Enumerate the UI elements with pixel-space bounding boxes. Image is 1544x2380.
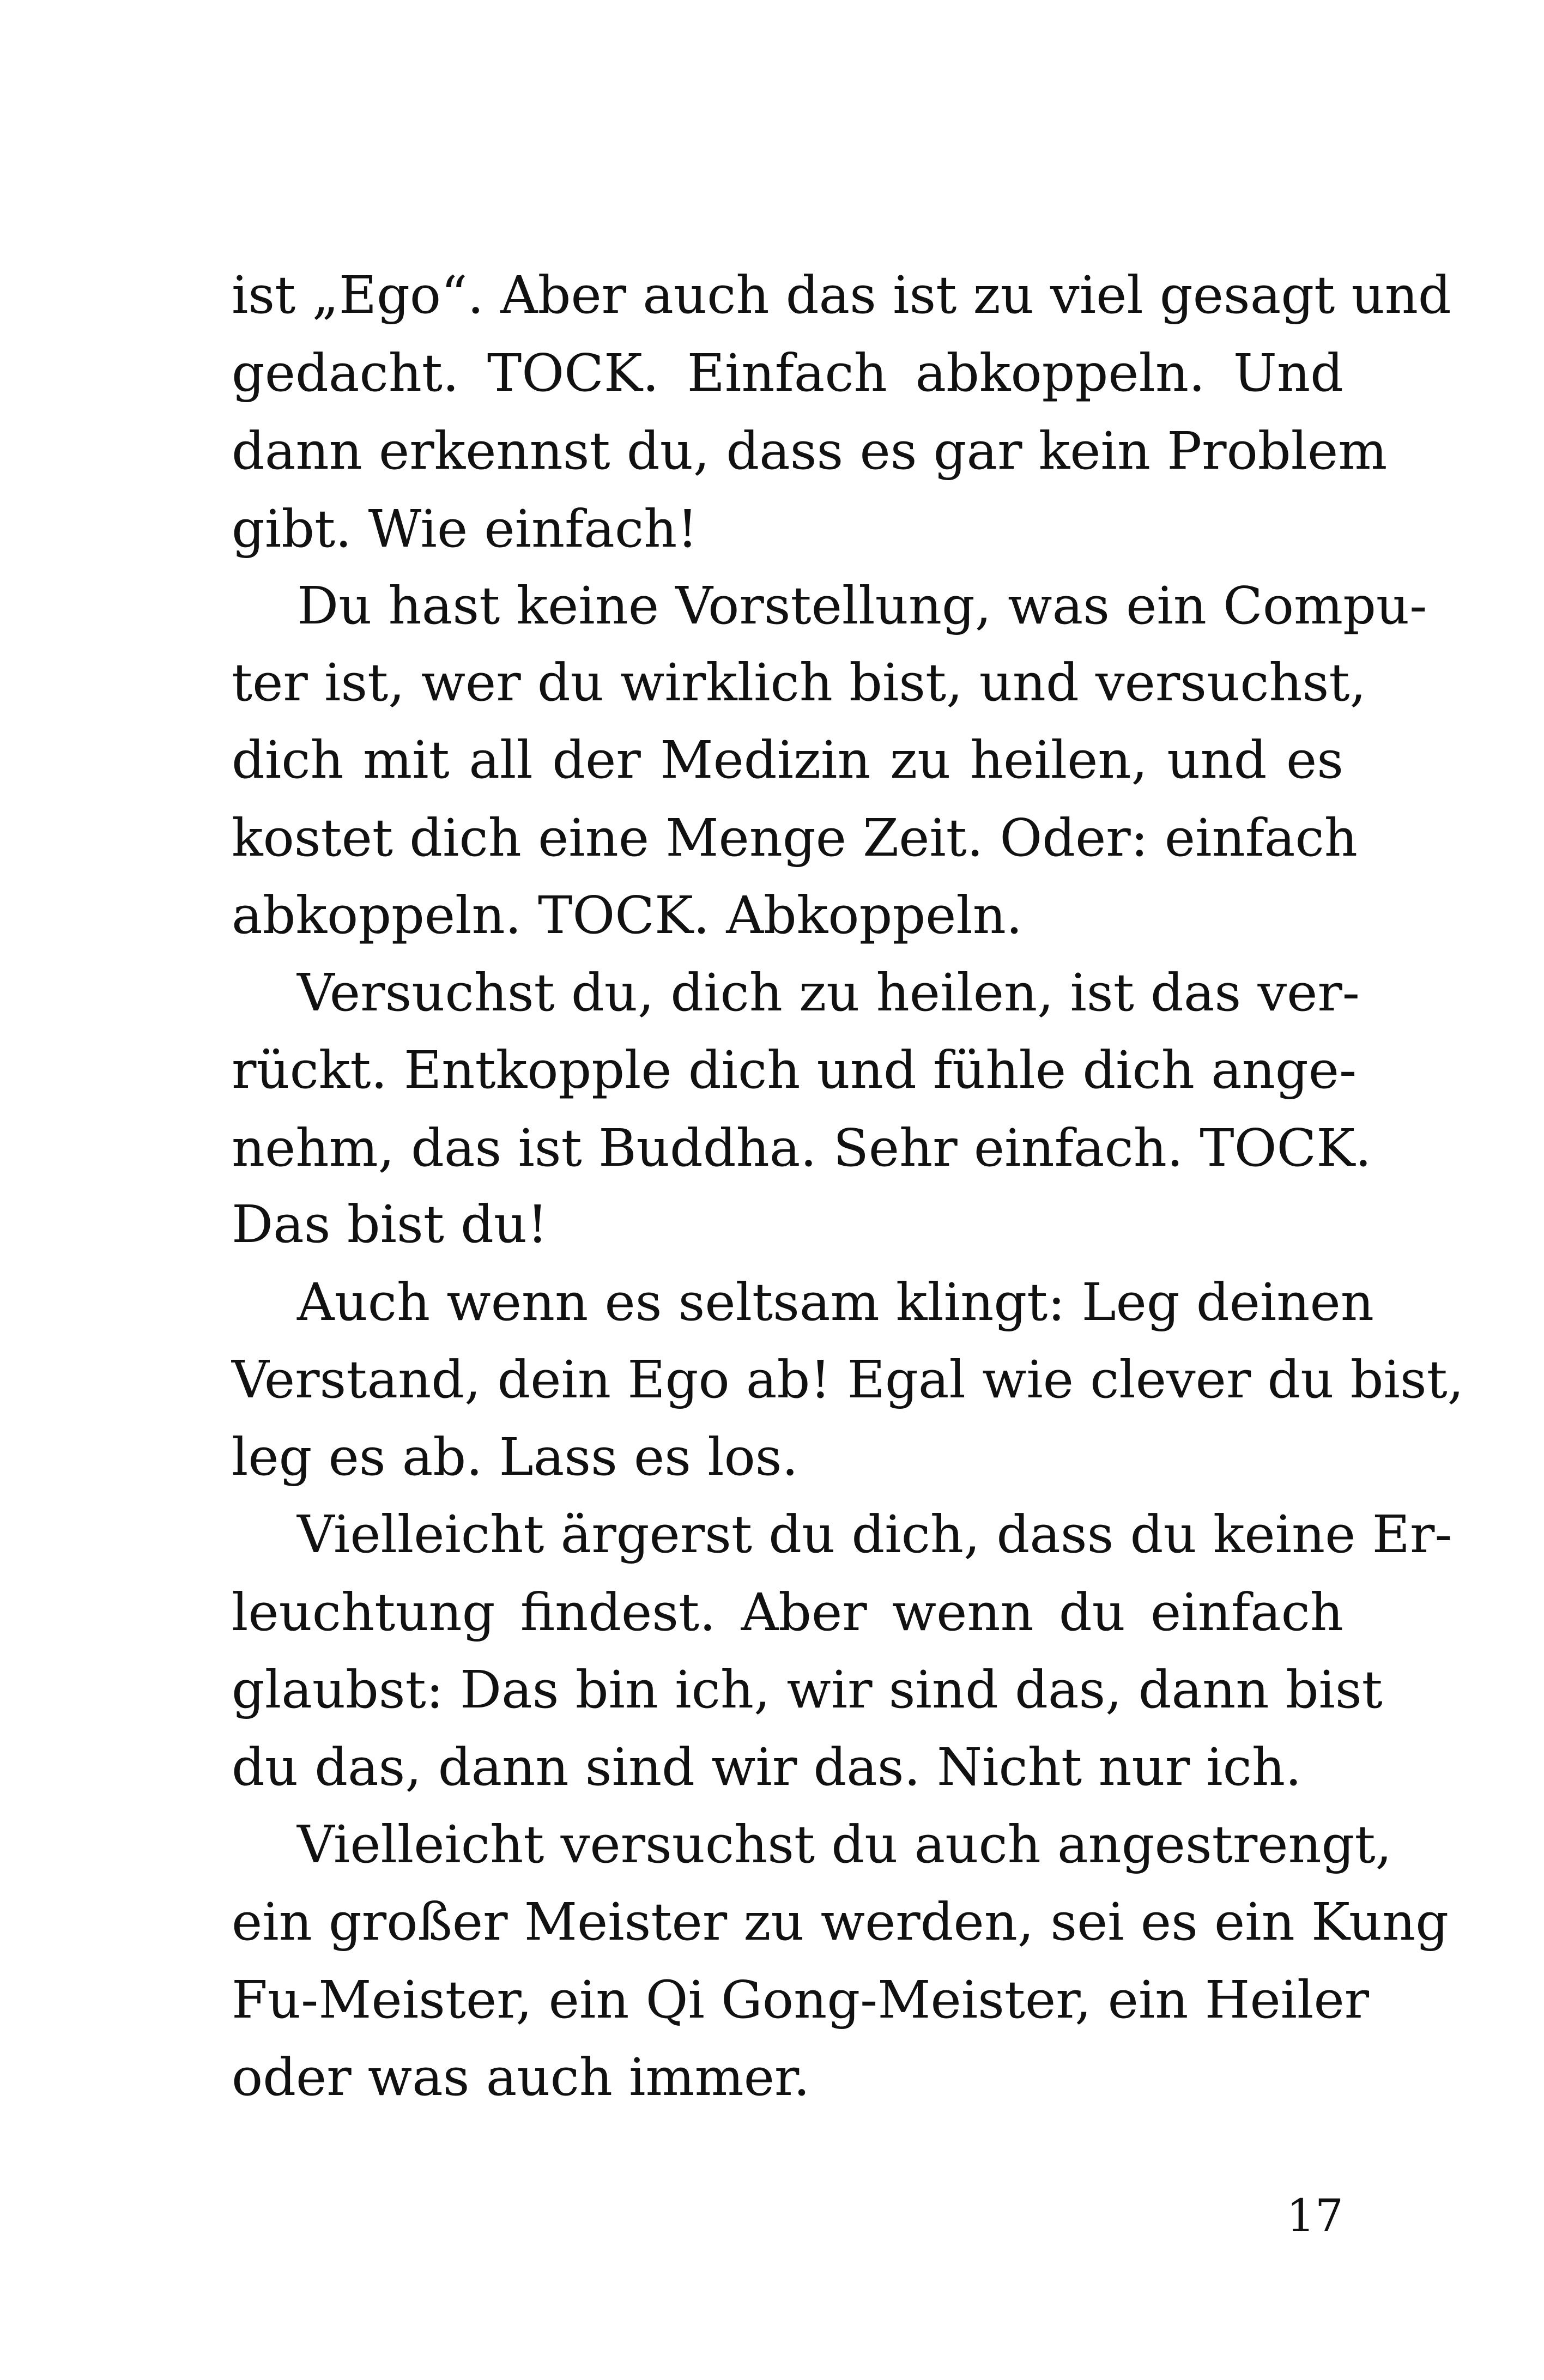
text-line: gibt. Wie einfach! — [232, 499, 698, 559]
text-line: Auch wenn es seltsam klingt: Leg deinen — [297, 1273, 1374, 1333]
text-line: Verstand, dein Ego ab! Egal wie clever du bist, — [232, 1350, 1464, 1410]
text-line: Das bist du! — [232, 1195, 548, 1255]
text-line: abkoppeln. TOCK. Abkoppeln. — [232, 886, 1023, 946]
text-line: Vielleicht ärgerst du dich, dass du keine Er- — [297, 1505, 1452, 1565]
text-line: ter ist, wer du wirklich bist, und versuchst, — [232, 653, 1366, 713]
text-line: dich mit all der Medizin zu heilen, und es — [232, 730, 1343, 790]
text-line: ist „Ego“. Aber auch das ist zu viel gesagt und — [232, 265, 1451, 325]
text-line: Vielleicht versuchst du auch angestrengt, — [297, 1815, 1392, 1875]
text-line: rückt. Entkopple dich und fühle dich ange- — [232, 1040, 1357, 1100]
text-line: glaubst: Das bin ich, wir sind das, dann bist — [232, 1660, 1383, 1720]
text-line: leg es ab. Lass es los. — [232, 1427, 798, 1487]
text-line: kostet dich eine Menge Zeit. Oder: einfach — [232, 808, 1358, 868]
text-line: gedacht. TOCK. Einfach abkoppeln. Und — [232, 343, 1343, 403]
text-line: Versuchst du, dich zu heilen, ist das ver- — [297, 963, 1360, 1023]
text-line: ein großer Meister zu werden, sei es ein Kung — [232, 1892, 1449, 1952]
text-line: du das, dann sind wir das. Nicht nur ich. — [232, 1737, 1302, 1797]
text-line: oder was auch immer. — [232, 2048, 810, 2108]
page-number: 17 — [1286, 2190, 1343, 2242]
text-line: Du hast keine Vorstellung, was ein Compu- — [297, 576, 1427, 636]
text-line: dann erkennst du, dass es gar kein Problem — [232, 421, 1388, 481]
text-line: Fu-Meister, ein Qi Gong-Meister, ein Heiler — [232, 1970, 1370, 2030]
text-line: nehm, das ist Buddha. Sehr einfach. TOCK. — [232, 1118, 1372, 1178]
text-line: leuchtung findest. Aber wenn du einfach — [232, 1583, 1343, 1643]
